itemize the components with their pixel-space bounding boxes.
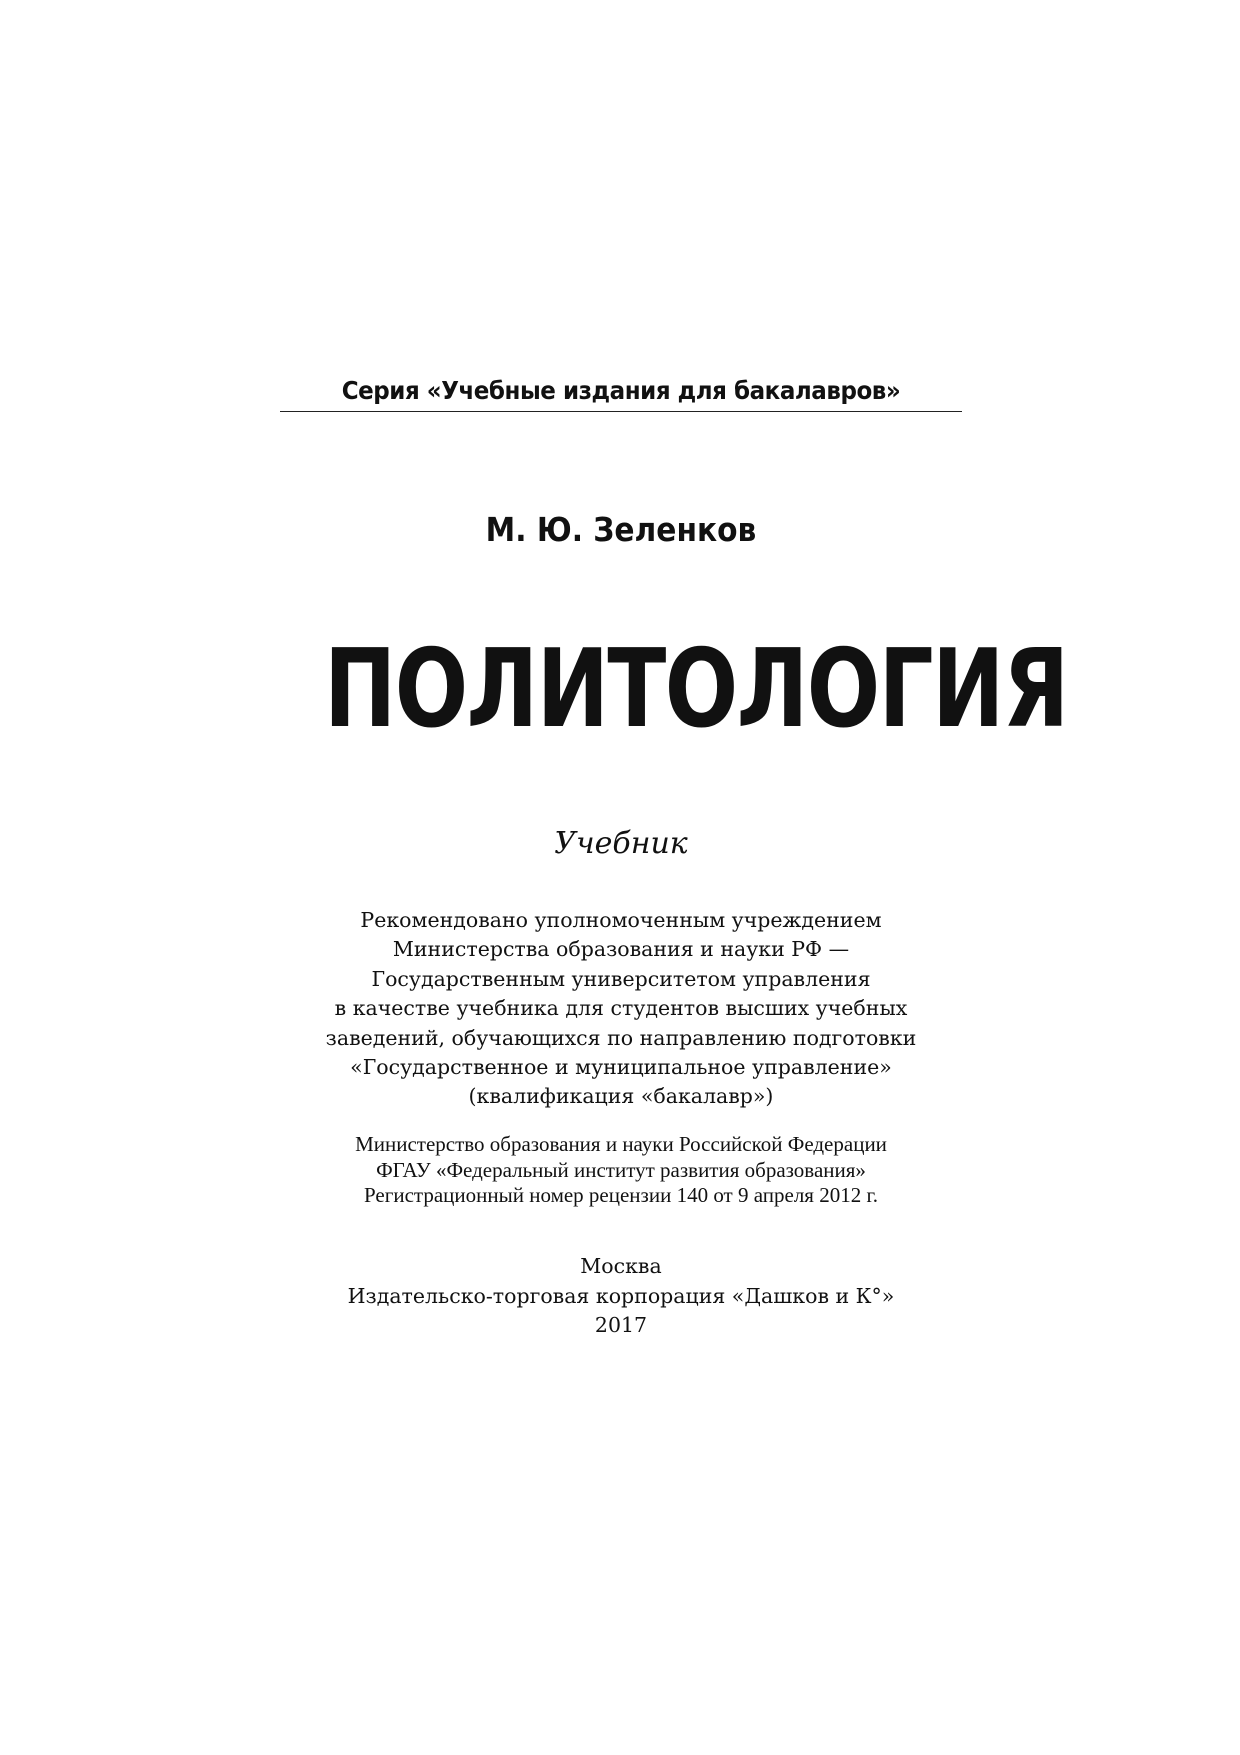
imprint-year: 2017 [594,1313,648,1337]
book-title: ПОЛИТОЛОГИЯ [324,627,1068,752]
recommendation-line: (квалификация «бакалавр») [468,1084,774,1109]
ministry-block [260,1132,982,1209]
recommendation-line: «Государственное и муниципальное управление» [350,1055,892,1080]
recommendation-line: Министерства образования и науки РФ — [392,937,850,962]
ministry-line: Министерство образования и науки Российской Федерации [355,1132,887,1156]
recommendation-line: заведений, обучающихся по направлению подготовки [325,1025,917,1050]
ministry-line: ФГАУ «Федеральный институт развития образования» [376,1157,866,1182]
imprint-city: Москва [580,1254,662,1278]
recommendation-block [260,906,982,1112]
recommendation-line: Государственным университетом управления [371,966,871,991]
book-type: Учебник [554,826,688,861]
imprint-block [260,1252,982,1341]
recommendation-line: Рекомендовано уполномоченным учреждением [360,908,882,932]
recommendation-line: в качестве учебника для студентов высших учебных [334,996,908,1021]
author-name: М. Ю. Зеленков [485,510,757,549]
imprint-publisher: Издательско-торговая корпорация «Дашков и К°» [347,1283,895,1308]
ministry-line: Регистрационный номер рецензии 140 от 9 апреля 2012 г. [364,1183,878,1207]
series-heading: Серия «Учебные издания для бакалавров» [341,376,901,405]
series-divider [280,411,962,412]
